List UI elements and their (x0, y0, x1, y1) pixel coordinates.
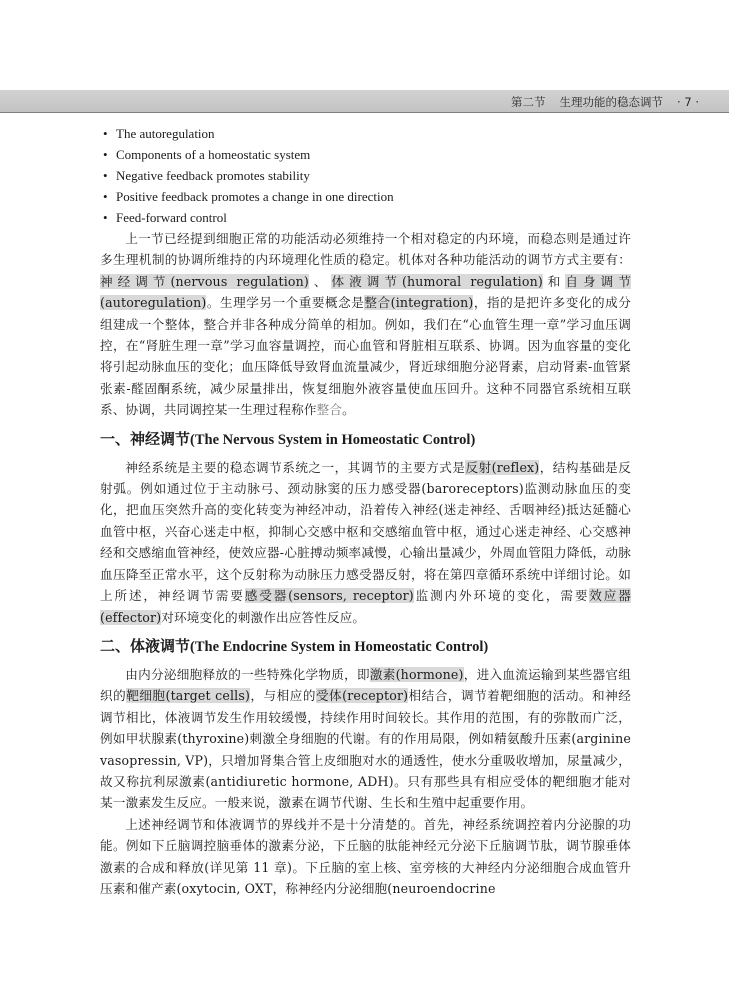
term-highlight: 整合(integration) (364, 295, 474, 311)
term-highlight: 受体(receptor) (315, 688, 409, 704)
header-title: 生理功能的稳态调节 (559, 95, 664, 109)
list-item: • Feed-forward control (103, 210, 227, 225)
intro-paragraph: 上一节已经提到细胞正常的功能活动必须维持一个相对稳定的内环境，而稳态则是通过许多生理机制的协调所维持的内环境理化性质的稳定。机体对各种功能活动的调节方式主要有：神经调节(nervous regulation)、体液调节(humoral regulation)和自身调节(autoregulation)。生理学另一个重要概念是整合(integration)，指的是把许多变化的成分组建成一个整体，整合并非各种成分简单的相加。例如，我们在“心血管生理一章”学习血压调控，在“肾脏生理一章”学习血容量调控，而心血管和肾脏相互联系、协调。因为血容量的变化将引起动脉血压的变化；血压降低导致肾血流量减少，肾近球细胞分泌肾素，启动肾素-血管紧张素-醛固酮系统，减少尿量排出，恢复细胞外液容量使血压回升。这种不同器官系统相互联系、协调，共同调控某一生理过程称作整合。 (100, 231, 632, 418)
section-heading-endocrine: 二、体液调节(The Endocrine System in Homeostatic Control) (100, 636, 489, 655)
list-item: • Negative feedback promotes stability (103, 168, 310, 183)
term-highlight: 靶细胞(target cells) (126, 688, 251, 704)
term-highlight: 整合 (316, 402, 343, 418)
page-number: · 7 · (677, 95, 699, 109)
list-item: • Components of a homeostatic system (103, 147, 311, 162)
list-item: • The autoregulation (103, 126, 215, 141)
objectives-list (100, 123, 631, 228)
endocrine-paragraph: 由内分泌细胞释放的一些特殊化学物质，即激素(hormone)，进入血流运输到某些器官组织的靶细胞(target cells)，与相应的受体(receptor)相结合，调节着靶细胞的活动。和神经调节相比，体液调节发生作用较缓慢，持续作用时间较长。其作用的范围，有的弥散而广泛，例如甲状腺素(thyroxine)刺激全身细胞的代谢。有的作用局限，例如精氨酸升压素(arginine vasopressin, VP)，只增加肾集合管上皮细胞对水的通透性，使水分重吸收增加，尿量减少，故又称抗利尿激素(antidiuretic hormone, ADH)。只有那些具有相应受体的靶细胞才能对某一激素发生反应。一般来说，激素在调节代谢、生长和生殖中起重要作用。 (100, 666, 631, 811)
term-highlight: 激素(hormone) (369, 666, 464, 682)
header-section: 第二节 (511, 95, 546, 109)
running-header (0, 90, 729, 113)
boundary-paragraph: 上述神经调节和体液调节的界线并不是十分清楚的。首先，神经系统调控着内分泌腺的功能。例如下丘脑调控脑垂体的激素分泌，下丘脑的肽能神经元分泌下丘脑调节肽，调节腺垂体激素的合成和释放(详见第 11 章)。下丘脑的室上核、室旁核的大神经内分泌细胞合成血管升压素和催产素(oxytocin, OXT，称神经内分泌细胞(neuroendocrine (100, 816, 631, 896)
running-header-text (511, 94, 699, 110)
page-content (100, 123, 631, 899)
term-highlight: 体液调节(humoral regulation) (331, 273, 543, 289)
term-highlight: 神经调节(nervous regulation) (100, 273, 309, 289)
term-highlight: 感受器(sensors, receptor) (244, 588, 414, 604)
term-highlight: 效应器(effector) (100, 588, 631, 625)
list-item: • Positive feedback promotes a change in one direction (103, 189, 394, 204)
section-heading-nervous: 一、神经调节(The Nervous System in Homeostatic Control) (100, 429, 476, 448)
nervous-paragraph: 神经系统是主要的稳态调节系统之一，其调节的主要方式是反射(reflex)，结构基础是反射弧。例如通过位于主动脉弓、颈动脉窦的压力感受器(baroreceptors)监测动脉血压的变化，把血压突然升高的变化转变为神经冲动，沿着传入神经(迷走神经、舌咽神经)抵达延髓心血管中枢，兴奋心迷走中枢，抑制心交感中枢和交感缩血管中枢，通过心迷走神经、心交感神经和交感缩血管神经，使效应器-心脏搏动频率减慢，心输出量减少，外周血管阻力降低，动脉血压降至正常水平，这个反射称为动脉压力感受器反射，将在第四章循环系统中详细讨论。如上所述，神经调节需要感受器(sensors, receptor)监测内外环境的变化，需要效应器(effector)对环境变化的刺激作出应答性反应。 (100, 459, 631, 625)
term-highlight: 自身调节(autoregulation) (100, 273, 632, 311)
term-highlight: 反射(reflex) (465, 459, 540, 475)
